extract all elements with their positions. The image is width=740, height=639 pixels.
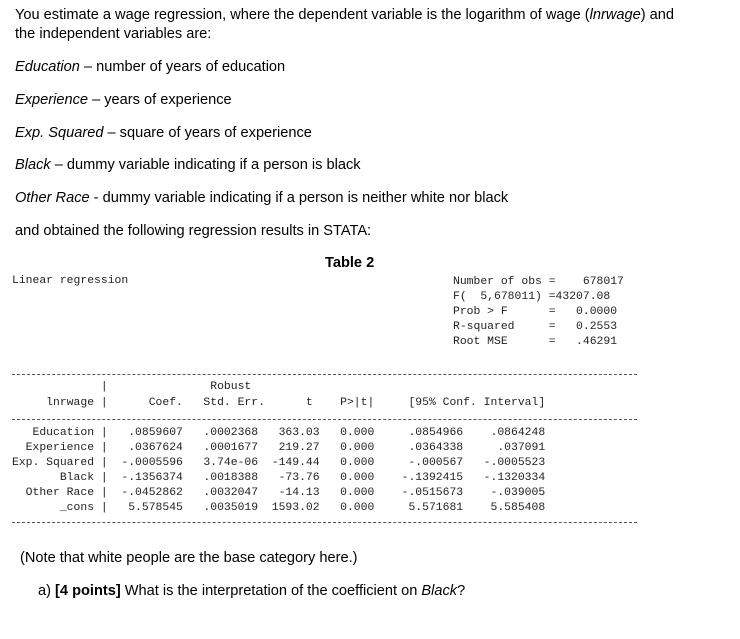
- question-variable: Black: [421, 583, 458, 599]
- question-text-a: What is the interpretation of the coefficient on: [120, 583, 422, 599]
- intro-line-1: [15, 7, 674, 23]
- variable-desc: – years of experience: [88, 92, 232, 108]
- variable-desc: – number of years of education: [79, 59, 286, 75]
- table-row: _cons | 5.578545 .0035019 1593.02 0.000 5.571681 5.585408: [12, 502, 546, 514]
- question-text-b: ?: [457, 583, 466, 599]
- stat-r-squared: R-squared = 0.2553: [453, 321, 618, 333]
- table-row: Black | -.1356374 .0018388 -73.76 0.000 -.1392415 -.1320334: [12, 472, 546, 484]
- table-top-rule: [12, 374, 637, 375]
- table-header-row-2: lnrwage | Coef. Std. Err. t P>|t| [95% Conf. Interval]: [12, 397, 546, 409]
- table-header-row-1: | Robust: [12, 381, 252, 393]
- variable-desc: – square of years of experience: [103, 125, 312, 141]
- variable-name: Experience: [15, 92, 89, 108]
- table-header-rule: [12, 419, 637, 420]
- base-category-note: (Note that white people are the base category here.): [20, 550, 358, 566]
- table-row: Exp. Squared | -.0005596 3.74e-06 -149.44 0.000 -.000567 -.0005523: [12, 457, 546, 469]
- table-bottom-rule: [12, 522, 637, 523]
- question-label: a): [38, 583, 51, 599]
- stat-prob-f: Prob > F = 0.0000: [453, 306, 618, 318]
- intro-text-b: ) and: [640, 7, 675, 23]
- variable-education: [15, 59, 285, 75]
- regression-heading: Linear regression: [12, 275, 129, 287]
- table-row: Education | .0859607 .0002368 363.03 0.000 .0854966 .0864248: [12, 427, 546, 439]
- variable-other-race: [15, 190, 508, 206]
- table-title: Table 2: [325, 255, 375, 271]
- variable-name: Black: [15, 157, 51, 173]
- intro-line-2: the independent variables are:: [15, 26, 212, 42]
- variable-desc: – dummy variable indicating if a person is black: [50, 157, 361, 173]
- table-row: Experience | .0367624 .0001677 219.27 0.000 .0364338 .037091: [12, 442, 546, 454]
- intro-text-a: You estimate a wage regression, where the dependent variable is the logarithm of wage (: [15, 7, 590, 23]
- variable-name: Education: [15, 59, 80, 75]
- table-row: Other Race | -.0452862 .0032047 -14.13 0.000 -.0515673 -.039005: [12, 487, 546, 499]
- dependent-variable-name: lnrwage: [589, 7, 641, 23]
- stat-root-mse: Root MSE = .46291: [453, 336, 618, 348]
- variable-name: Exp. Squared: [15, 125, 104, 141]
- question-points: [4 points]: [55, 583, 121, 599]
- stat-number-of-obs: Number of obs = 678017: [453, 276, 624, 288]
- question-a: [38, 583, 465, 599]
- variable-desc: - dummy variable indicating if a person is neither white nor black: [89, 190, 509, 206]
- variable-name: Other Race: [15, 190, 90, 206]
- variable-exp-squared: [15, 125, 312, 141]
- variable-experience: [15, 92, 232, 108]
- variable-black: [15, 157, 361, 173]
- stat-f: F( 5,678011) =43207.08: [453, 291, 611, 303]
- obtained-text: and obtained the following regression results in STATA:: [15, 223, 372, 239]
